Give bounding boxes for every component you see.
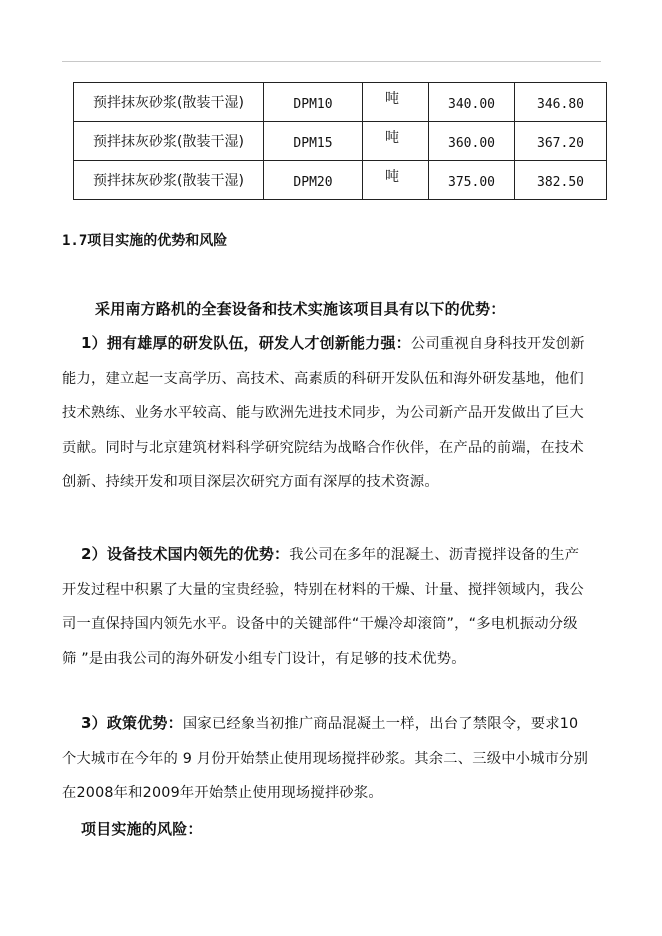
product-code-cell: DPM20 — [264, 161, 363, 200]
advantage-lead: 3）政策优势： — [81, 714, 183, 732]
advantage-paragraph-3 — [62, 706, 590, 811]
price-cell: 375.00 — [429, 161, 515, 200]
advantage-text: 国家已经象当初推广商品混凝土一样，出台了禁限令，要求10个大城市在今年的 9 月份开始禁止使用现场搅拌砂浆。其余二、三级中小城市分别在2008年和2009年开始禁止使用现场搅拌砂浆。 — [62, 716, 589, 801]
unit-cell: 吨 — [363, 161, 429, 200]
intro-paragraph — [62, 292, 590, 327]
section-heading — [62, 230, 227, 250]
table-row — [74, 122, 607, 161]
product-name-cell: 预拌抹灰砂浆(散装干湿) — [74, 161, 264, 200]
price-cell: 340.00 — [429, 83, 515, 122]
product-code-cell: DPM15 — [264, 122, 363, 161]
price-cell: 346.80 — [515, 83, 607, 122]
product-name-cell: 预拌抹灰砂浆(散装干湿) — [74, 83, 264, 122]
product-code-cell: DPM10 — [264, 83, 363, 122]
advantage-lead: 2）设备技术国内领先的优势： — [81, 545, 290, 563]
unit-cell: 吨 — [363, 83, 429, 122]
advantage-paragraph-2 — [62, 537, 590, 676]
risk-heading — [62, 812, 590, 847]
advantage-paragraph-1 — [62, 326, 590, 500]
advantage-text: 公司重视自身科技开发创新能力，建立起一支高学历、高技术、高素质的科研开发队伍和海外研发基地，他们技术熟练、业务水平较高、能与欧洲先进技术同步，为公司新产品开发做出了巨大贡献。同时与北京建筑材料科学研究院结为战略合作伙伴，在产品的前端，在技术创新、持续开发和项目深层次研究方面有深厚的技术资源。 — [62, 336, 585, 490]
risk-heading-text: 项目实施的风险： — [81, 820, 203, 838]
section-number: 1.7 — [62, 233, 88, 249]
table-row — [74, 83, 607, 122]
advantage-lead: 1）拥有雄厚的研发队伍，研发人才创新能力强： — [81, 334, 411, 352]
intro-text: 采用南方路机的全套设备和技术实施该项目具有以下的优势： — [95, 300, 506, 318]
header-rule — [62, 61, 601, 62]
section-title: 项目实施的优势和风险 — [87, 233, 228, 249]
unit-cell: 吨 — [363, 122, 429, 161]
price-cell: 382.50 — [515, 161, 607, 200]
advantage-text: 我公司在多年的混凝土、沥青搅拌设备的生产开发过程中积累了大量的宝贵经验，特别在材料的干燥、计量、搅拌领域内，我公司一直保持国内领先水平。设备中的关键部件“干燥冷却滚筒”，“多电机振动分级筛 ”是由我公司的海外研发小组专门设计，有足够的技术优势。 — [62, 547, 584, 667]
price-cell: 367.20 — [515, 122, 607, 161]
price-table — [73, 82, 607, 200]
price-cell: 360.00 — [429, 122, 515, 161]
table-row — [74, 161, 607, 200]
product-name-cell: 预拌抹灰砂浆(散装干湿) — [74, 122, 264, 161]
